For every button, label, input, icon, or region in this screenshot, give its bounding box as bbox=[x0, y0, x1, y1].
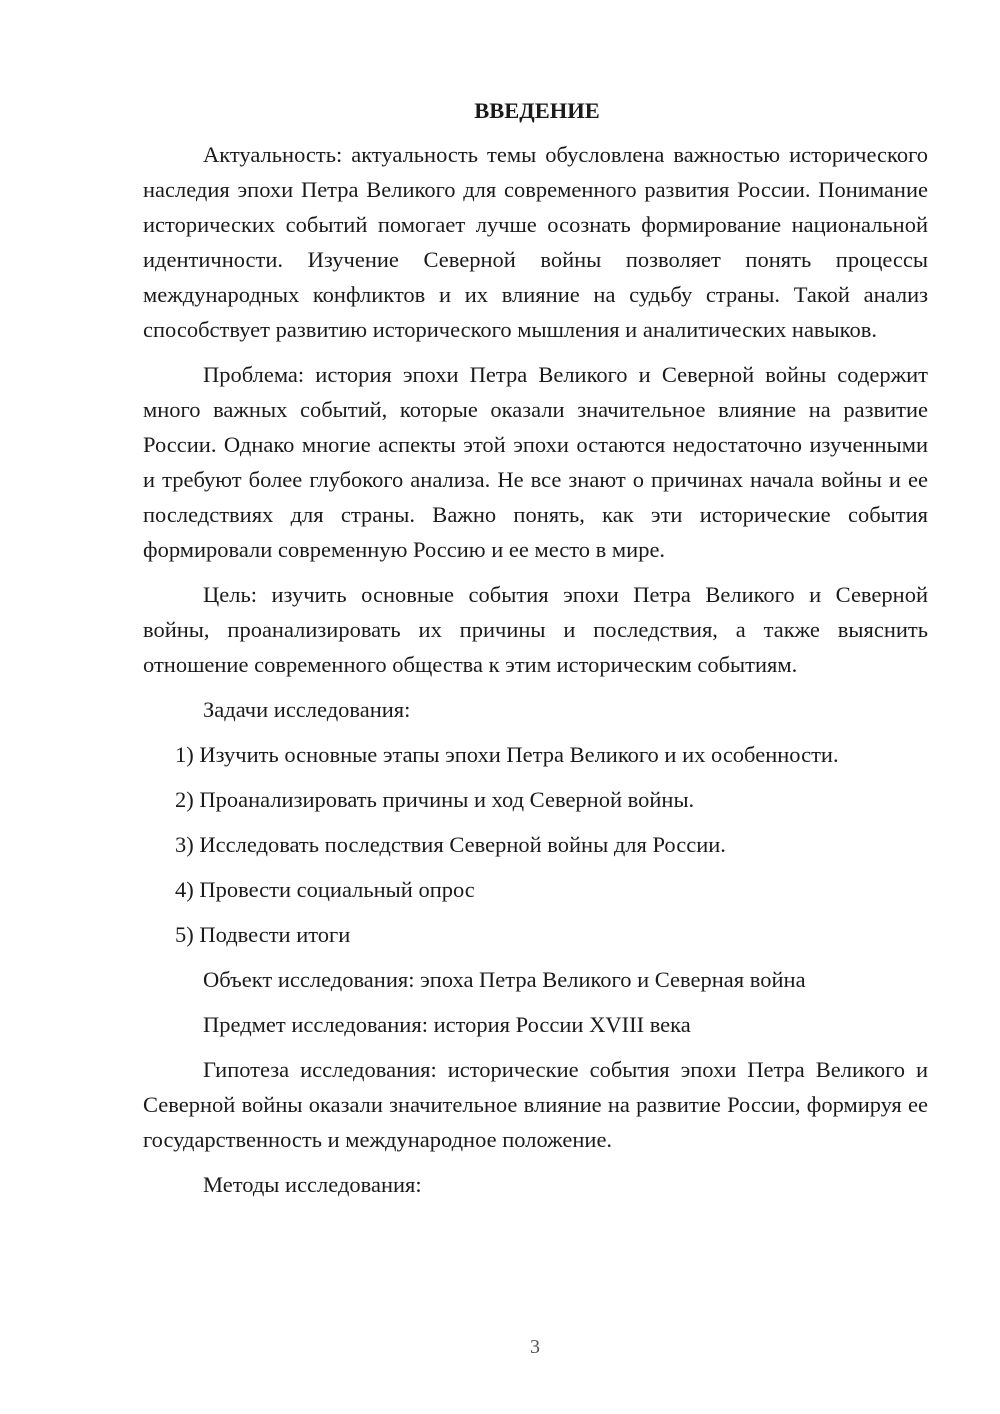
relevance-paragraph: Актуальность: актуальность темы обусловлена важностью исторического наследия эпохи Петра Великого для современного развития России. Понимание исторических событий помогает лучше осознать формирование национальной идентичности. Изучение Северной войны позволяет понять процессы международных конфликтов и их влияние на судьбу страны. Такой анализ способствует развитию исторического мышления и аналитических навыков. bbox=[143, 142, 928, 342]
goal-paragraph: Цель: изучить основные события эпохи Петра Великого и Северной войны, проанализировать их причины и последствия, а также выяснить отношение современного общества к этим историческим событиям. bbox=[143, 582, 928, 677]
problem-paragraph: Проблема: история эпохи Петра Великого и Северной войны содержит много важных событий, которые оказали значительное влияние на развитие России. Однако многие аспекты этой эпохи остаются недостаточно изученными и требуют более глубокого анализа. Не все знают о причинах начала войны и ее последствиях для страны. Важно понять, как эти исторические события формировали современную Россию и ее место в мире. bbox=[143, 362, 928, 562]
section-title: ВВЕДЕНИЕ bbox=[474, 98, 600, 123]
task-item: 5) Подвести итоги bbox=[175, 922, 351, 947]
tasks-heading: Задачи исследования: bbox=[203, 697, 411, 722]
hypothesis-paragraph: Гипотеза исследования: исторические события эпохи Петра Великого и Северной войны оказали значительное влияние на развитие России, формируя ее государственность и международное положение. bbox=[143, 1057, 928, 1152]
task-item: 2) Проанализировать причины и ход Северной войны. bbox=[175, 787, 695, 812]
task-item: 4) Провести социальный опрос bbox=[175, 877, 475, 902]
research-subject: Предмет исследования: история России XVIII века bbox=[203, 1012, 691, 1037]
page-number: 3 bbox=[530, 1336, 540, 1358]
methods-heading: Методы исследования: bbox=[203, 1172, 422, 1197]
document-body bbox=[143, 95, 928, 1212]
research-object: Объект исследования: эпоха Петра Великого и Северная война bbox=[203, 967, 806, 992]
task-item: 1) Изучить основные этапы эпохи Петра Великого и их особенности. bbox=[175, 742, 839, 767]
task-item: 3) Исследовать последствия Северной войны для России. bbox=[175, 832, 726, 857]
tasks-list bbox=[143, 737, 928, 952]
